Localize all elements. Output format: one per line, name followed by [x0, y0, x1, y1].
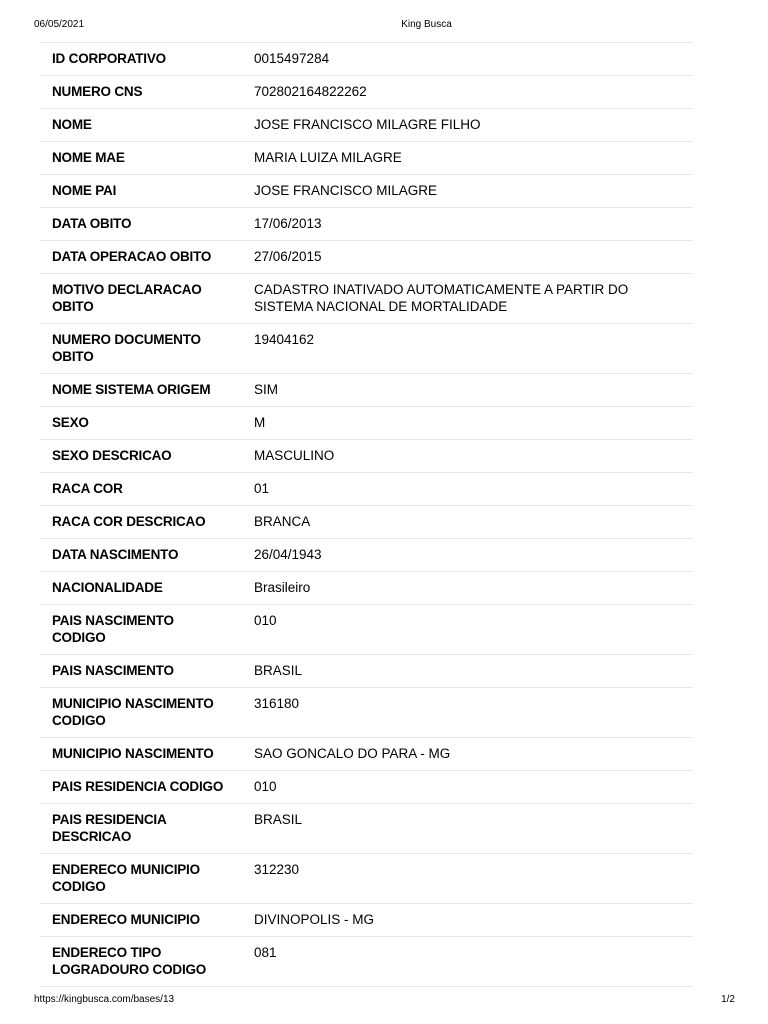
- row-label: NOME: [40, 109, 242, 142]
- table-row: [40, 407, 693, 440]
- row-value: CADASTRO INATIVADO AUTOMATICAMENTE A PARTIR DO SISTEMA NACIONAL DE MORTALIDADE: [242, 274, 693, 324]
- table-row: [40, 771, 693, 804]
- table-row: [40, 655, 693, 688]
- table-row: [40, 175, 693, 208]
- table-row: [40, 605, 693, 655]
- row-value: SAO GONCALO DO PARA - MG: [242, 738, 693, 771]
- row-value: 081: [242, 937, 693, 987]
- page-number: 1/2: [721, 994, 735, 1005]
- row-value: MASCULINO: [242, 440, 693, 473]
- row-value: 316180: [242, 688, 693, 738]
- row-label: MUNICIPIO NASCIMENTO CODIGO: [40, 688, 242, 738]
- row-label: NACIONALIDADE: [40, 572, 242, 605]
- table-row: [40, 539, 693, 572]
- row-label: PAIS RESIDENCIA DESCRICAO: [40, 804, 242, 854]
- row-value: DIVINOPOLIS - MG: [242, 904, 693, 937]
- row-value: Brasileiro: [242, 572, 693, 605]
- table-row: [40, 854, 693, 904]
- table-row: [40, 208, 693, 241]
- row-label: NOME PAI: [40, 175, 242, 208]
- row-value: BRASIL: [242, 804, 693, 854]
- row-value: 19404162: [242, 324, 693, 374]
- table-row: [40, 76, 693, 109]
- table-row: [40, 109, 693, 142]
- row-value: JOSE FRANCISCO MILAGRE: [242, 175, 693, 208]
- print-header: [0, 18, 768, 32]
- table-row: [40, 506, 693, 539]
- row-label: PAIS RESIDENCIA CODIGO: [40, 771, 242, 804]
- table-row: [40, 738, 693, 771]
- table-row: [40, 440, 693, 473]
- table-row: [40, 142, 693, 175]
- row-label: NUMERO CNS: [40, 76, 242, 109]
- row-label: ENDERECO MUNICIPIO CODIGO: [40, 854, 242, 904]
- row-label: RACA COR DESCRICAO: [40, 506, 242, 539]
- row-value: 010: [242, 771, 693, 804]
- row-label: MUNICIPIO NASCIMENTO: [40, 738, 242, 771]
- row-label: PAIS NASCIMENTO: [40, 655, 242, 688]
- row-value: JOSE FRANCISCO MILAGRE FILHO: [242, 109, 693, 142]
- row-value: M: [242, 407, 693, 440]
- row-label: ID CORPORATIVO: [40, 43, 242, 76]
- table-row: [40, 937, 693, 987]
- row-value: BRANCA: [242, 506, 693, 539]
- table-row: [40, 324, 693, 374]
- row-label: PAIS NASCIMENTO CODIGO: [40, 605, 242, 655]
- row-label: ENDERECO TIPO LOGRADOURO CODIGO: [40, 937, 242, 987]
- row-label: NOME MAE: [40, 142, 242, 175]
- table-row: [40, 274, 693, 324]
- row-value: 17/06/2013: [242, 208, 693, 241]
- row-value: 26/04/1943: [242, 539, 693, 572]
- row-label: ENDERECO MUNICIPIO: [40, 904, 242, 937]
- table-row: [40, 572, 693, 605]
- table-row: [40, 804, 693, 854]
- table-row: [40, 374, 693, 407]
- print-date: 06/05/2021: [34, 19, 85, 30]
- row-label: DATA OBITO: [40, 208, 242, 241]
- table-row: [40, 904, 693, 937]
- row-label: NUMERO DOCUMENTO OBITO: [40, 324, 242, 374]
- row-label: MOTIVO DECLARACAO OBITO: [40, 274, 242, 324]
- row-label: SEXO DESCRICAO: [40, 440, 242, 473]
- row-label: SEXO: [40, 407, 242, 440]
- row-value: 01: [242, 473, 693, 506]
- row-value: BRASIL: [242, 655, 693, 688]
- table-row: [40, 688, 693, 738]
- row-value: 27/06/2015: [242, 241, 693, 274]
- row-label: RACA COR: [40, 473, 242, 506]
- row-value: MARIA LUIZA MILAGRE: [242, 142, 693, 175]
- row-value: 702802164822262: [242, 76, 693, 109]
- table-row: [40, 43, 693, 76]
- row-label: DATA OPERACAO OBITO: [40, 241, 242, 274]
- table-row: [40, 241, 693, 274]
- page-title: King Busca: [401, 19, 452, 30]
- row-label: DATA NASCIMENTO: [40, 539, 242, 572]
- print-footer: [0, 993, 768, 1007]
- record-table: [40, 42, 693, 987]
- row-value: SIM: [242, 374, 693, 407]
- row-value: 0015497284: [242, 43, 693, 76]
- page-url: https://kingbusca.com/bases/13: [34, 994, 175, 1005]
- table-row: [40, 473, 693, 506]
- row-value: 312230: [242, 854, 693, 904]
- row-value: 010: [242, 605, 693, 655]
- row-label: NOME SISTEMA ORIGEM: [40, 374, 242, 407]
